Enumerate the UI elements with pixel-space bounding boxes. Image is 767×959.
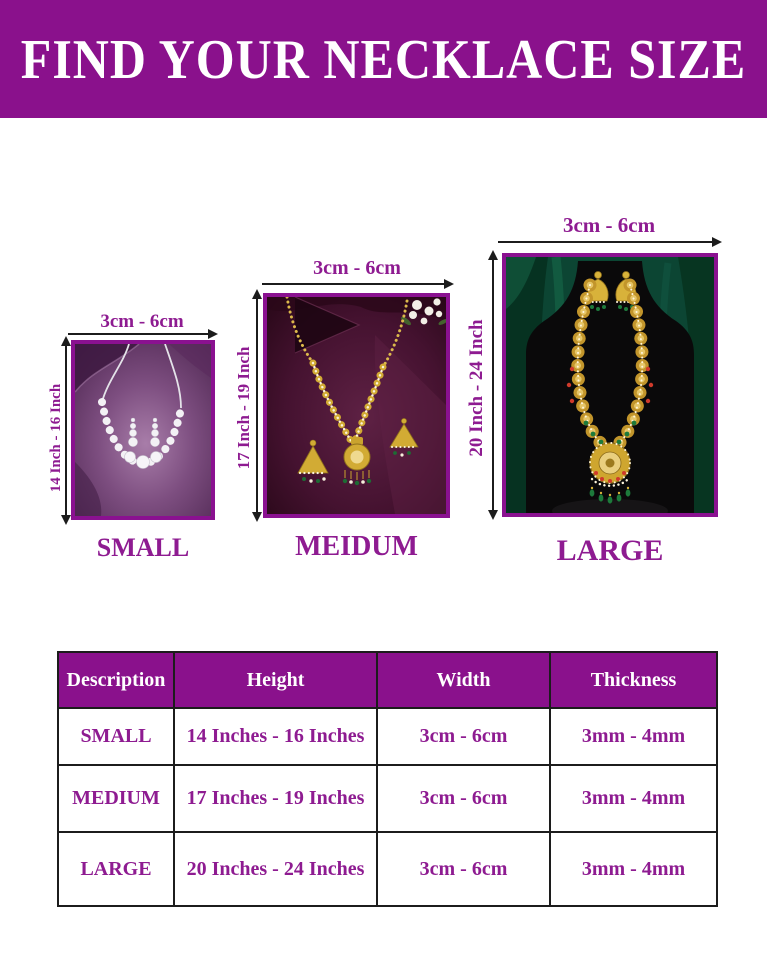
cell-height: 17 Inches - 19 Inches: [174, 765, 377, 832]
table-header-row: [58, 652, 717, 708]
arrow-right-icon: [208, 329, 218, 339]
medium-necklace-photo: [263, 293, 450, 518]
column-header-thickness: Thickness: [550, 652, 717, 708]
large-height-arrow: [492, 252, 494, 518]
medium-size-label: MEIDUM: [295, 531, 418, 562]
cell-width: 3cm - 6cm: [377, 765, 550, 832]
large-size-label: LARGE: [556, 534, 664, 567]
header-banner: [0, 0, 767, 118]
small-necklace-photo: [71, 340, 215, 520]
arrow-right-icon: [444, 279, 454, 289]
small-width-arrow: [68, 333, 216, 335]
cell-description: MEDIUM: [58, 765, 174, 832]
medium-height-arrow: [256, 291, 258, 520]
cell-description: SMALL: [58, 708, 174, 765]
column-header-height: Height: [174, 652, 377, 708]
table-row: [58, 708, 717, 765]
small-height-label: 14 Inch - 16 Inch: [48, 383, 64, 493]
cell-height: 14 Inches - 16 Inches: [174, 708, 377, 765]
arrow-up-icon: [488, 250, 498, 260]
large-width-label: 3cm - 6cm: [562, 213, 656, 237]
arrow-up-icon: [252, 289, 262, 299]
cell-width: 3cm - 6cm: [377, 708, 550, 765]
arrow-down-icon: [252, 512, 262, 522]
medium-necklace-illustration: [267, 297, 446, 514]
medium-height-label: 17 Inch - 19 Inch: [234, 346, 253, 470]
table-row: [58, 765, 717, 832]
size-chart-table: [57, 651, 718, 907]
page-title: FIND YOUR NECKLACE SIZE: [20, 27, 747, 91]
medium-width-label: 3cm - 6cm: [313, 257, 401, 279]
medium-width-arrow: [262, 283, 452, 285]
small-size-label: SMALL: [96, 533, 190, 562]
cell-thickness: 3mm - 4mm: [550, 708, 717, 765]
cell-height: 20 Inches - 24 Inches: [174, 832, 377, 906]
arrow-down-icon: [488, 510, 498, 520]
column-header-description: Description: [58, 652, 174, 708]
small-width-label: 3cm - 6cm: [100, 311, 184, 332]
small-necklace-illustration: [75, 344, 211, 516]
large-width-arrow: [498, 241, 720, 243]
cell-thickness: 3mm - 4mm: [550, 765, 717, 832]
cell-width: 3cm - 6cm: [377, 832, 550, 906]
arrow-right-icon: [712, 237, 722, 247]
large-necklace-illustration: [506, 257, 714, 513]
large-necklace-photo: [502, 253, 718, 517]
table-row: [58, 832, 717, 906]
cell-description: LARGE: [58, 832, 174, 906]
column-header-width: Width: [377, 652, 550, 708]
large-height-label: 20 Inch - 24 Inch: [466, 319, 487, 457]
cell-thickness: 3mm - 4mm: [550, 832, 717, 906]
